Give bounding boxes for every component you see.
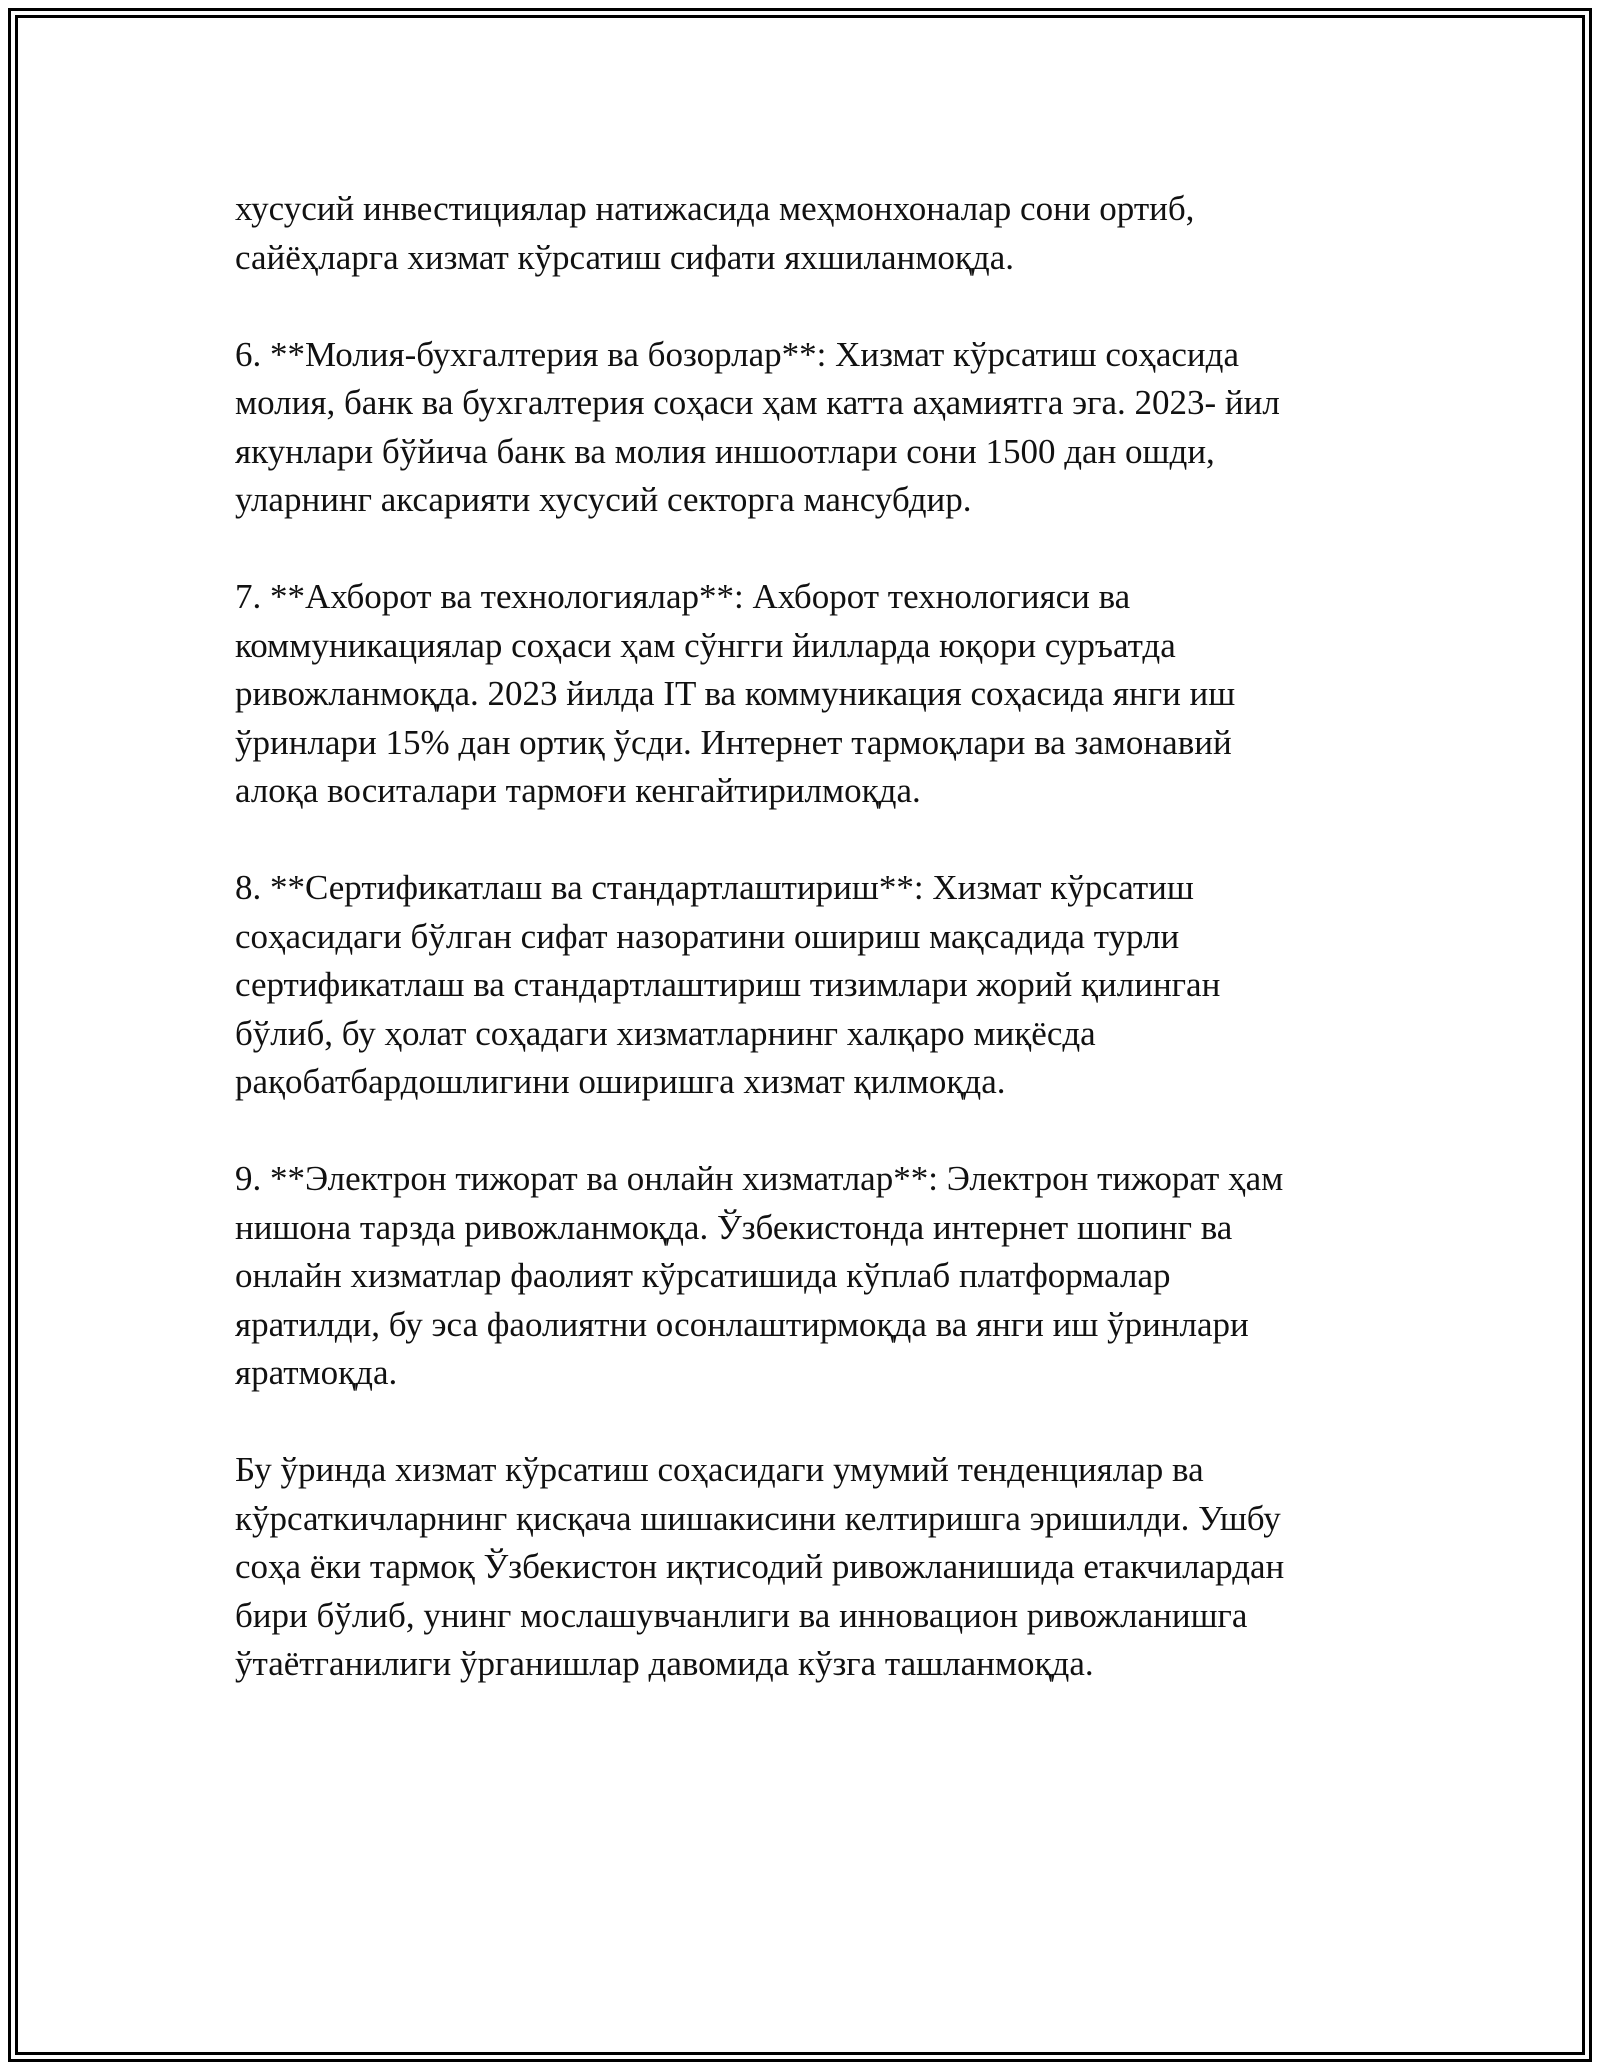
paragraph-certification-standards: 8. **Сертификатлаш ва стандартлаштириш**: Хизмат кўрсатиш соҳасидаги бўлган сифат назоратини ошириш мақсадида турли сертификатлаш ва стандартлаштириш тизимлари жорий қилинган бўлиб, бу ҳолат соҳадаги хизматларнинг халқаро миқёсда рақобатбардошлигини оширишга хизмат қилмоқда. bbox=[235, 868, 1221, 1101]
paragraph-e-commerce: 9. **Электрон тижорат ва онлайн хизматлар**: Электрон тижорат ҳам нишона тарзда ривожланмоқда. Ўзбекистонда интернет шопинг ва онлайн хизматлар фаолият кўрсатишида кўплаб платформалар яратилди, бу эса фаолиятни осонлаштирмоқда ва янги иш ўринлари яратмоқда. bbox=[235, 1159, 1284, 1392]
paragraph-hotels-continuation: хусусий инвестициялар натижасида меҳмонхоналар сони ортиб, сайёҳларга хизмат кўрсатиш сифати яхшиланмоқда. bbox=[235, 189, 1195, 277]
paragraph-conclusion: Бу ўринда хизмат кўрсатиш соҳасидаги умумий тенденциялар ва кўрсаткичларнинг қисқача шишакисини келтиришга эришилди. Ушбу соҳа ёки тармоқ Ўзбекистон иқтисодий ривожланишида етакчилардан бири бўлиб, унинг мослашувчанлиги ва инновацион ривожланишга ўтаётганилиги ўрганишлар давомида кўзга ташланмоқда. bbox=[235, 1450, 1285, 1683]
paragraph-finance-accounting: 6. **Молия-бухгалтерия ва бозорлар**: Хизмат кўрсатиш соҳасида молия, банк ва бухгалтерия соҳаси ҳам катта аҳамиятга эга. 2023- йил якунлари бўйича банк ва молия иншоотлари сони 1500 дан ошди, уларнинг аксарияти хусусий секторга мансубдир. bbox=[235, 334, 1280, 519]
document-body bbox=[235, 185, 1365, 1737]
paragraph-information-technology: 7. **Ахборот ва технологиялар**: Ахборот технологияси ва коммуникациялар соҳаси ҳам сўнгги йилларда юқори суръатда ривожланмоқда. 2023 йилда IT ва коммуникация соҳасида янги иш ўринлари 15% дан ортиқ ўсди. Интернет тармоқлари ва замонавий алоқа воситалари тармоғи кенгайтирилмоқда. bbox=[235, 577, 1236, 810]
